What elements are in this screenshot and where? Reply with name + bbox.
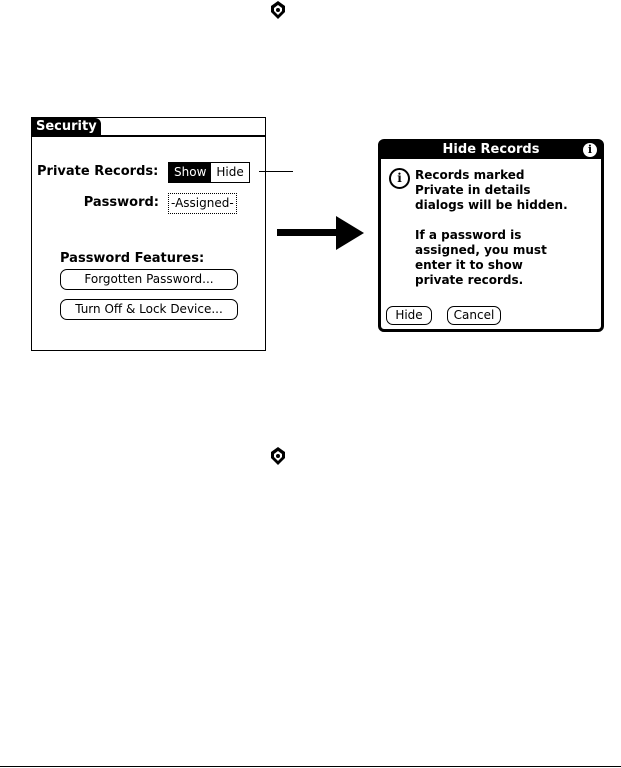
password-features-label: Password Features: [60, 251, 205, 266]
title-rule [32, 135, 265, 137]
hide-option[interactable]: Hide [216, 165, 244, 179]
arrow-right-icon [336, 216, 364, 250]
private-records-selector [168, 162, 250, 183]
tap-icon [268, 0, 288, 20]
screen-title: Security [32, 118, 101, 136]
info-icon[interactable]: i [583, 143, 597, 157]
turn-off-lock-button[interactable]: Turn Off & Lock Device... [60, 299, 238, 320]
password-label: Password: [83, 195, 159, 210]
password-field[interactable]: -Assigned- [168, 193, 237, 214]
page-divider [0, 766, 621, 767]
cancel-button[interactable]: Cancel [447, 306, 501, 325]
dialog-title [381, 142, 601, 159]
show-option[interactable]: Show [169, 163, 211, 182]
dialog-title-text: Hide Records [442, 142, 540, 157]
security-screen [31, 117, 266, 351]
hide-records-dialog [378, 139, 604, 332]
forgotten-password-button[interactable]: Forgotten Password... [60, 269, 238, 290]
private-records-label: Private Records: [37, 164, 159, 179]
tap-icon [268, 446, 288, 466]
dialog-message: Records marked Private in details dialogs will be hidden. If a password is assigned, you must enter it to show private records. [415, 168, 568, 287]
arrow-shaft [277, 229, 339, 236]
callout-line [259, 171, 293, 172]
alert-info-icon: i [389, 168, 410, 189]
hide-button[interactable]: Hide [386, 306, 432, 325]
